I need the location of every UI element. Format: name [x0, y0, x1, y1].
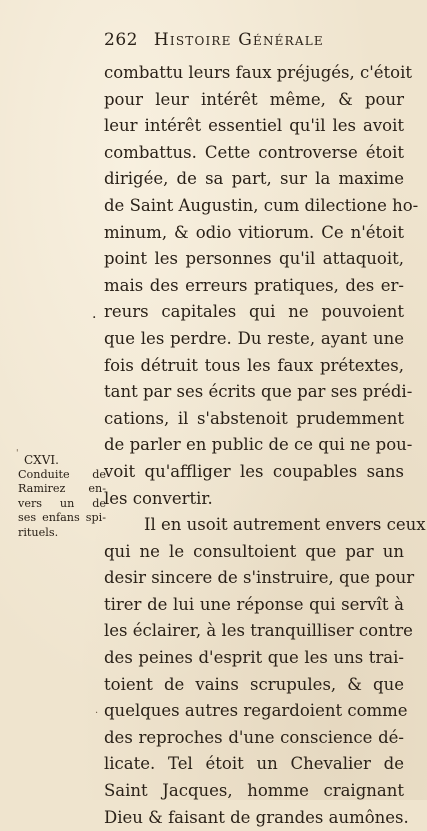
- text-line: tirer de lui une réponse qui servît à: [104, 594, 404, 614]
- margin-note-line: ses enfans spi-: [18, 511, 106, 524]
- ink-speck: ·: [95, 708, 99, 719]
- text-line: mais des erreurs pratiques, des er-: [104, 275, 404, 295]
- text-line: licate. Tel étoit un Chevalier de: [104, 754, 404, 774]
- text-line: reurs capitales qui ne pouvoient: [104, 302, 404, 322]
- text-line: cations, il s'abstenoit prudemment: [104, 408, 404, 428]
- text-line: des peines d'esprit que les uns trai-: [104, 648, 404, 668]
- text-line: leur intérêt essentiel qu'il les avoit: [104, 116, 404, 136]
- text-line: desir sincere de s'instruire, que pour: [104, 568, 415, 588]
- page-number: 262: [104, 30, 138, 50]
- ink-speck: ': [16, 449, 19, 459]
- running-title: Histoire Générale: [153, 30, 324, 50]
- text-line: des reproches d'une conscience dé-: [104, 727, 404, 747]
- text-line: de Saint Augustin, cum dilectione ho-: [104, 195, 419, 215]
- margin-note-number: CXVI.: [24, 453, 59, 467]
- text-line: combattus. Cette controverse étoit: [104, 142, 404, 162]
- text-line: que les perdre. Du reste, ayant une: [104, 328, 404, 348]
- ink-speck: .: [92, 306, 97, 322]
- text-line: point les personnes qu'il attaquoit,: [104, 249, 404, 269]
- margin-note-line: rituels.: [18, 525, 59, 539]
- text-line: quelques autres regardoient comme: [104, 701, 408, 721]
- margin-note-line: Ramirez en-: [18, 482, 106, 495]
- text-line: les convertir.: [104, 488, 213, 508]
- text-line: combattu leurs faux préjugés, c'étoit: [104, 63, 412, 82]
- main-text-block: [104, 60, 426, 831]
- text-line: minum, & odio vitiorum. Ce n'étoit: [104, 222, 404, 242]
- text-line: Dieu & faisant de grandes aumônes.: [104, 807, 409, 827]
- running-header: [104, 30, 324, 50]
- text-line: voit qu'affliger les coupables sans: [104, 461, 404, 481]
- text-line: Saint Jacques, homme craignant: [104, 781, 404, 801]
- margin-note: [18, 453, 106, 540]
- text-line: pour leur intérêt même, & pour: [104, 89, 404, 109]
- text-line: tant par ses écrits que par ses prédi-: [104, 382, 413, 402]
- text-line: dirigée, de sa part, sur la maxime: [104, 169, 404, 189]
- margin-note-line: vers un de: [18, 496, 106, 510]
- margin-note-line: Conduite de: [18, 467, 106, 481]
- text-line-paragraph-start: Il en usoit autrement envers ceux: [144, 515, 426, 535]
- text-line: de parler en public de ce qui ne pou-: [104, 435, 413, 455]
- text-line: les éclairer, à les tranquilliser contre: [104, 621, 413, 641]
- text-line: fois détruit tous les faux prétextes,: [104, 355, 404, 375]
- text-line: toient de vains scrupules, & que: [104, 674, 404, 694]
- text-line: qui ne le consultoient que par un: [104, 541, 404, 561]
